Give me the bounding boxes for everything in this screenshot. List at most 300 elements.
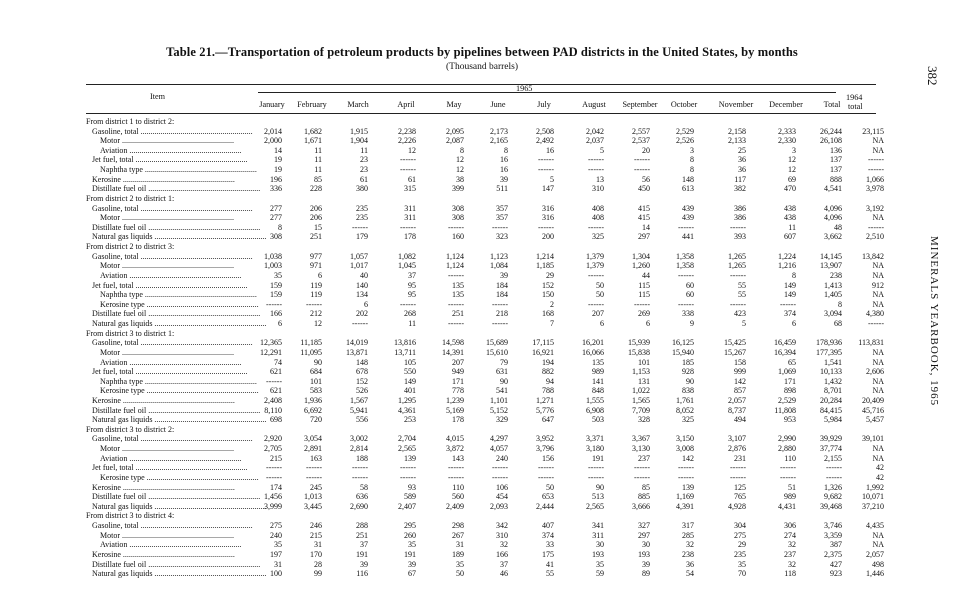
table-row: [0, 136, 972, 145]
table-row: [0, 127, 972, 136]
table-cell: 20,284: [820, 395, 842, 405]
table-cell: 439: [682, 213, 694, 223]
table-cell: 621: [270, 386, 282, 396]
table-cell: 136: [830, 145, 842, 155]
table-row: [0, 155, 972, 164]
table-cell: 857: [734, 386, 746, 396]
table-cell: 1,003: [264, 261, 282, 271]
table-cell: 231: [734, 453, 746, 463]
table-cell: 12: [788, 165, 796, 175]
table-cell: ------: [352, 319, 368, 329]
table-cell: 4,096: [824, 213, 842, 223]
table-cell: 191: [592, 453, 604, 463]
table-cell: ------: [730, 463, 746, 473]
table-row: [0, 309, 972, 318]
table-cell: 14,598: [442, 338, 464, 348]
table-cell: ------: [492, 319, 508, 329]
table-cell: 20,409: [862, 395, 884, 405]
table-cell: 888: [830, 174, 842, 184]
item-column-header: Item: [150, 92, 166, 101]
table-cell: 15,610: [486, 347, 508, 357]
table-cell: 315: [404, 184, 416, 194]
table-cell: 1,260: [632, 261, 650, 271]
table-row: [0, 434, 972, 443]
table-cell: 39: [408, 559, 416, 569]
table-cell: 1,038: [264, 251, 282, 261]
table-cell: 215: [270, 453, 282, 463]
table-cell: ------: [538, 165, 554, 175]
row-label: Distillate fuel oil ........................................................: [92, 222, 261, 232]
table-cell: 246: [310, 521, 322, 531]
table-cell: 316: [542, 213, 554, 223]
table-cell: 4,380: [866, 309, 884, 319]
table-cell: 177,395: [816, 347, 842, 357]
table-cell: 382: [734, 184, 746, 194]
table-cell: 1,124: [446, 251, 464, 261]
table-cell: 240: [270, 530, 282, 540]
table-cell: 989: [592, 367, 604, 377]
table-cell: 953: [784, 415, 796, 425]
table-cell: 1,304: [632, 251, 650, 261]
table-cell: 989: [784, 492, 796, 502]
table-cell: 13,871: [346, 347, 368, 357]
table-row: [0, 271, 972, 280]
table-cell: 885: [638, 492, 650, 502]
table-cell: 38: [456, 174, 464, 184]
table-cell: 5: [600, 145, 604, 155]
table-cell: 560: [452, 492, 464, 502]
table-cell: 3,192: [866, 203, 884, 213]
row-label: From district 3 to district 4:: [86, 511, 175, 521]
table-cell: NA: [872, 261, 884, 271]
table-row: [0, 146, 972, 155]
table-cell: ------: [448, 319, 464, 329]
table-cell: 6: [600, 319, 604, 329]
table-cell: 41: [546, 559, 554, 569]
table-cell: 61: [408, 174, 416, 184]
table-cell: 341: [592, 521, 604, 531]
table-cell: 2,690: [350, 501, 368, 511]
table-cell: 8: [460, 145, 464, 155]
table-cell: 427: [830, 559, 842, 569]
table-cell: 26,108: [820, 136, 842, 146]
table-cell: 1,265: [728, 251, 746, 261]
table-cell: 44: [642, 270, 650, 280]
table-cell: 275: [270, 521, 282, 531]
table-cell: 218: [496, 309, 508, 319]
table-cell: 139: [404, 453, 416, 463]
table-cell: ------: [538, 222, 554, 232]
table-cell: 65: [788, 357, 796, 367]
table-cell: 1,565: [632, 395, 650, 405]
table-cell: 2,444: [536, 501, 554, 511]
table-cell: 178: [452, 415, 464, 425]
table-cell: 14: [274, 145, 282, 155]
table-cell: 295: [404, 521, 416, 531]
table-cell: ------: [492, 463, 508, 473]
table-cell: 23,115: [862, 126, 884, 136]
table-cell: 1,265: [728, 261, 746, 271]
table-cell: ------: [400, 472, 416, 482]
table-cell: 277: [270, 213, 282, 223]
table-cell: 2,880: [778, 444, 796, 454]
table-cell: 156: [542, 453, 554, 463]
table-cell: 999: [734, 367, 746, 377]
row-label: Aviation ........................................................: [100, 270, 242, 280]
row-label: Aviation ........................................................: [100, 357, 242, 367]
table-cell: 207: [592, 309, 604, 319]
table-cell: NA: [872, 386, 884, 396]
table-cell: 168: [542, 309, 554, 319]
table-cell: 39,468: [820, 501, 842, 511]
table-cell: 178: [404, 232, 416, 242]
table-cell: 42: [876, 472, 884, 482]
table-cell: 37: [408, 270, 416, 280]
table-cell: 110: [452, 482, 464, 492]
table-cell: 386: [734, 213, 746, 223]
table-cell: 6,692: [304, 405, 322, 415]
row-label: From district 1 to district 2:: [86, 117, 175, 126]
table-cell: 8,701: [824, 386, 842, 396]
table-cell: 13,816: [394, 338, 416, 348]
table-cell: 188: [356, 453, 368, 463]
month-header-total: Total: [823, 100, 841, 109]
table-cell: 25: [738, 145, 746, 155]
table-cell: 2,057: [728, 395, 746, 405]
row-label: Kerosine type ........................................................: [100, 472, 259, 482]
table-cell: 32: [788, 540, 796, 550]
section-header-row: [0, 425, 972, 434]
table-cell: 2,409: [446, 501, 464, 511]
table-cell: 1,456: [264, 492, 282, 502]
table-cell: 311: [592, 530, 604, 540]
table-cell: 338: [682, 309, 694, 319]
table-row: [0, 540, 972, 549]
month-header-june: June: [490, 100, 506, 109]
table-cell: 949: [452, 367, 464, 377]
row-label: Gasoline, total ........................................................: [92, 338, 253, 348]
table-cell: 1,295: [398, 395, 416, 405]
table-cell: 2,133: [728, 136, 746, 146]
table-cell: 636: [356, 492, 368, 502]
table-cell: 260: [404, 530, 416, 540]
table-cell: 3,367: [632, 434, 650, 444]
table-cell: ------: [826, 463, 842, 473]
table-cell: NA: [872, 453, 884, 463]
table-cell: 16,066: [582, 347, 604, 357]
table-cell: 197: [270, 549, 282, 559]
table-cell: 1,567: [350, 395, 368, 405]
table-cell: 50: [596, 290, 604, 300]
table-cell: 3: [792, 145, 796, 155]
table-cell: 105: [404, 357, 416, 367]
table-cell: 125: [734, 482, 746, 492]
table-cell: 191: [356, 549, 368, 559]
table-cell: 35: [456, 559, 464, 569]
table-cell: 3,872: [446, 444, 464, 454]
table-cell: 235: [356, 203, 368, 213]
table-cell: 357: [496, 213, 508, 223]
month-header-september: September: [622, 100, 658, 109]
table-cell: 170: [310, 549, 322, 559]
row-label: Distillate fuel oil ........................................................: [92, 559, 261, 569]
table-cell: 166: [496, 549, 508, 559]
table-cell: 39: [500, 174, 508, 184]
table-cell: NA: [872, 213, 884, 223]
table-cell: 37: [360, 540, 368, 550]
row-label: From district 3 to district 2:: [86, 424, 175, 434]
table-cell: NA: [872, 290, 884, 300]
table-cell: 37: [500, 559, 508, 569]
table-cell: 8,052: [676, 405, 694, 415]
table-cell: NA: [872, 347, 884, 357]
row-label: Motor ........................................................: [100, 347, 234, 357]
table-cell: 26,244: [820, 126, 842, 136]
table-cell: 297: [638, 232, 650, 242]
table-cell: 178,936: [816, 338, 842, 348]
table-cell: 6: [278, 319, 282, 329]
table-cell: 35: [274, 540, 282, 550]
table-cell: 12: [314, 319, 322, 329]
table-cell: 90: [596, 482, 604, 492]
table-cell: 238: [830, 270, 842, 280]
table-cell: 148: [356, 357, 368, 367]
table-cell: ------: [678, 270, 694, 280]
table-cell: 119: [310, 280, 322, 290]
table-cell: 189: [452, 549, 464, 559]
table-cell: 158: [734, 357, 746, 367]
table-title: Table 21.—Transportation of petroleum products by pipelines between PAD districts in the United States, by months: [166, 45, 798, 59]
table-cell: 631: [496, 367, 508, 377]
table-cell: 386: [734, 203, 746, 213]
table-cell: 237: [638, 453, 650, 463]
table-cell: ------: [448, 299, 464, 309]
table-row: [0, 377, 972, 386]
table-cell: 526: [356, 386, 368, 396]
table-cell: ------: [492, 299, 508, 309]
table-cell: 16,125: [672, 338, 694, 348]
table-cell: 2,557: [632, 126, 650, 136]
table-cell: 1,239: [446, 395, 464, 405]
table-cell: 13: [596, 174, 604, 184]
table-cell: 16,459: [774, 338, 796, 348]
table-row: [0, 569, 972, 578]
table-cell: 5,941: [350, 405, 368, 415]
table-row: [0, 338, 972, 347]
table-cell: 2,333: [778, 126, 796, 136]
table-cell: 778: [452, 386, 464, 396]
row-label: Kerosine type ........................................................: [100, 386, 259, 396]
table-cell: 4,297: [490, 434, 508, 444]
row-label: From district 2 to district 3:: [86, 242, 175, 252]
table-cell: 90: [686, 376, 694, 386]
table-row: [0, 358, 972, 367]
table-cell: 2,037: [586, 136, 604, 146]
section-header-row: [0, 194, 972, 203]
table-row: [0, 560, 972, 569]
month-header-january: January: [259, 100, 285, 109]
table-cell: 29: [546, 270, 554, 280]
table-cell: 977: [310, 251, 322, 261]
table-cell: 36: [738, 155, 746, 165]
table-cell: 1,541: [824, 357, 842, 367]
table-cell: 8,737: [728, 405, 746, 415]
month-header-march: March: [347, 100, 369, 109]
table-cell: 607: [784, 232, 796, 242]
table-cell: 2,529: [778, 395, 796, 405]
table-cell: 470: [784, 184, 796, 194]
table-cell: 13,711: [394, 347, 416, 357]
table-cell: 137: [830, 155, 842, 165]
table-cell: 923: [830, 569, 842, 579]
table-cell: 113,831: [858, 338, 884, 348]
table-row: [0, 165, 972, 174]
table-cell: 328: [638, 415, 650, 425]
table-subtitle: (Thousand barrels): [445, 62, 518, 72]
table-cell: 95: [408, 290, 416, 300]
table-cell: 848: [592, 386, 604, 396]
table-cell: 1,446: [866, 569, 884, 579]
table-cell: 149: [784, 280, 796, 290]
table-cell: 12: [788, 155, 796, 165]
table-cell: 193: [592, 549, 604, 559]
table-cell: 202: [356, 309, 368, 319]
table-cell: 8: [504, 145, 508, 155]
table-cell: 310: [496, 530, 508, 540]
table-cell: 19: [274, 155, 282, 165]
table-row: [0, 531, 972, 540]
table-cell: 212: [310, 309, 322, 319]
table-cell: 1,169: [676, 492, 694, 502]
table-cell: ------: [730, 270, 746, 280]
table-cell: 137: [830, 165, 842, 175]
prior-year-header: 1964: [846, 93, 863, 102]
month-header-october: October: [670, 100, 698, 109]
row-label: Naphtha type ........................................................: [100, 165, 257, 175]
table-cell: ------: [352, 472, 368, 482]
table-cell: 118: [784, 569, 796, 579]
table-cell: 327: [638, 521, 650, 531]
table-cell: 17,115: [532, 338, 554, 348]
table-cell: ------: [678, 299, 694, 309]
table-cell: 308: [270, 232, 282, 242]
table-cell: 1,413: [824, 280, 842, 290]
month-header-july: July: [537, 100, 551, 109]
table-row: [0, 473, 972, 482]
header-top-rule: [86, 84, 876, 85]
row-label: Gasoline, total ........................................................: [92, 251, 253, 261]
table-cell: ------: [868, 165, 884, 175]
table-cell: 4,541: [824, 184, 842, 194]
table-cell: ------: [400, 165, 416, 175]
table-cell: 3,952: [536, 434, 554, 444]
table-cell: 2,042: [586, 126, 604, 136]
table-cell: 159: [270, 280, 282, 290]
row-label: Naphtha type ........................................................: [100, 290, 257, 300]
table-cell: 100: [270, 569, 282, 579]
table-cell: NA: [872, 376, 884, 386]
table-cell: 89: [642, 569, 650, 579]
table-cell: ------: [266, 472, 282, 482]
row-label: Gasoline, total ........................................................: [92, 126, 253, 136]
table-cell: 1,101: [490, 395, 508, 405]
table-cell: 116: [356, 569, 368, 579]
table-cell: NA: [872, 357, 884, 367]
table-cell: 55: [546, 569, 554, 579]
table-cell: 240: [496, 453, 508, 463]
table-cell: 110: [784, 453, 796, 463]
table-cell: ------: [678, 222, 694, 232]
table-cell: 30: [596, 540, 604, 550]
table-cell: 12,365: [260, 338, 282, 348]
table-cell: 3: [690, 145, 694, 155]
table-cell: 23: [360, 165, 368, 175]
table-cell: 147: [542, 184, 554, 194]
table-row: [0, 492, 972, 501]
table-cell: 95: [408, 280, 416, 290]
table-cell: 15: [314, 222, 322, 232]
table-cell: 10,071: [862, 492, 884, 502]
table-cell: 1,216: [778, 261, 796, 271]
table-cell: 45,716: [862, 405, 884, 415]
table-cell: 251: [452, 309, 464, 319]
table-cell: 311: [404, 213, 416, 223]
table-cell: 115: [638, 290, 650, 300]
row-label: Natural gas liquids ........................................................: [92, 319, 267, 329]
table-cell: 237: [784, 549, 796, 559]
table-cell: 11: [408, 319, 416, 329]
table-cell: 3,359: [824, 530, 842, 540]
table-cell: 99: [314, 569, 322, 579]
table-cell: 16: [500, 165, 508, 175]
table-cell: 513: [592, 492, 604, 502]
table-cell: 174: [270, 482, 282, 492]
table-cell: 159: [270, 290, 282, 300]
table-cell: 1,069: [778, 367, 796, 377]
table-cell: 215: [310, 530, 322, 540]
table-cell: ------: [400, 463, 416, 473]
table-cell: 31: [314, 540, 322, 550]
table-cell: 28: [314, 559, 322, 569]
table-cell: ------: [400, 155, 416, 165]
table-cell: 912: [872, 280, 884, 290]
table-cell: 6: [646, 319, 650, 329]
table-cell: 175: [542, 549, 554, 559]
table-cell: 115: [638, 280, 650, 290]
table-cell: 2,155: [824, 453, 842, 463]
table-cell: 68: [834, 319, 842, 329]
table-cell: 13,842: [862, 251, 884, 261]
table-cell: 556: [356, 415, 368, 425]
table-row: [0, 184, 972, 193]
table-cell: 94: [546, 376, 554, 386]
table-cell: 200: [542, 232, 554, 242]
table-row: [0, 281, 972, 290]
table-cell: 450: [638, 184, 650, 194]
table-cell: 2,920: [264, 434, 282, 444]
table-cell: ------: [448, 463, 464, 473]
table-cell: 503: [592, 415, 604, 425]
table-cell: 29: [738, 540, 746, 550]
table-row: [0, 175, 972, 184]
table-cell: 298: [452, 521, 464, 531]
table-row: [0, 454, 972, 463]
table-cell: 275: [734, 530, 746, 540]
table-cell: 1,761: [676, 395, 694, 405]
table-cell: ------: [352, 222, 368, 232]
row-label: Aviation ........................................................: [100, 540, 242, 550]
table-cell: 36: [738, 165, 746, 175]
